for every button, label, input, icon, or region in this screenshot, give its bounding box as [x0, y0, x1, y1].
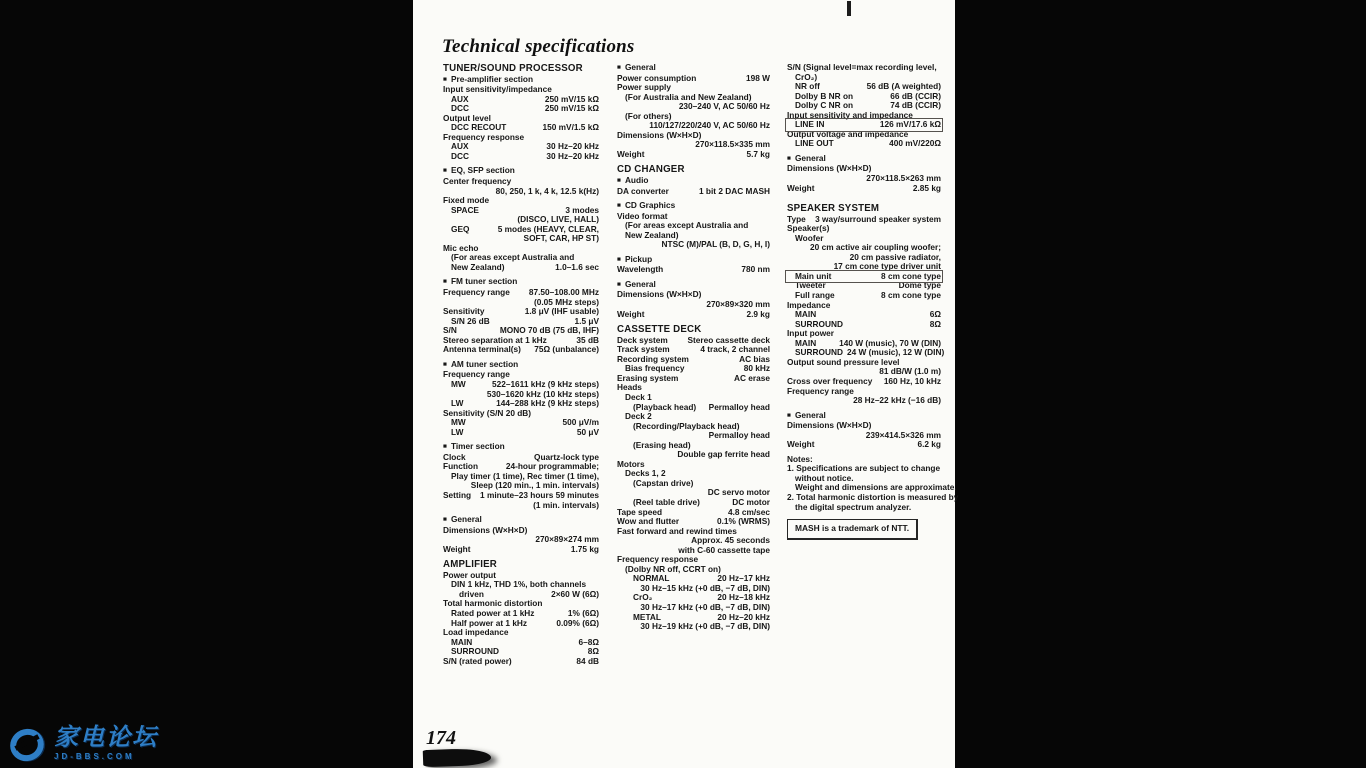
spec-value: 270×118.5×335 mm [695, 139, 770, 150]
spec-label: Dimensions (W×H×D) [787, 163, 872, 174]
spec-label: Stereo separation at 1 kHz [443, 334, 547, 345]
spec-label: MAIN [795, 337, 817, 348]
spec-row [443, 428, 599, 438]
spec-value: 110/127/220/240 V, AC 50/60 Hz [649, 120, 770, 131]
spec-label: NORMAL [633, 573, 670, 584]
subsection-heading [617, 176, 770, 187]
spec-label: AUX [451, 141, 469, 152]
spacer [787, 512, 941, 517]
spec-label: Fast forward and rewind times [617, 525, 737, 536]
spec-label: Dolby B NR on [795, 90, 854, 101]
spec-text: (Recording/Playback head) [633, 420, 740, 431]
spec-label: S/N (Signal level=max recording level, [787, 62, 937, 72]
subsection-label: General [624, 278, 656, 289]
square-bullet-icon: ■ [443, 516, 447, 524]
spec-label: Decks 1, 2 [625, 468, 666, 479]
spec-text: the digital spectrum analyzer. [795, 501, 912, 512]
spec-row [443, 345, 599, 355]
spec-value: 530–1620 kHz (10 kHz steps) [486, 388, 599, 399]
spec-label: Deck system [617, 334, 668, 345]
spec-label: Output voltage and impedance [787, 128, 909, 139]
spec-value: 30 Hz–20 kHz [546, 141, 599, 152]
spec-row [617, 265, 770, 275]
spec-label: SURROUND [451, 646, 499, 657]
spec-label: SURROUND [795, 347, 843, 358]
spec-label: Tape speed [617, 506, 663, 517]
spec-label: Track system [617, 344, 670, 355]
spec-label: Frequency range [443, 369, 510, 380]
spec-value: 24 W (music), 12 W (DIN) [846, 347, 945, 358]
spec-label: New Zealand) [451, 261, 505, 272]
spec-value: (DISCO, LIVE, HALL) [517, 214, 599, 225]
spec-value: Approx. 45 seconds [691, 535, 770, 546]
spec-label: MAIN [451, 636, 473, 647]
spec-value: 1 minute–23 hours 59 minutes [480, 489, 599, 500]
spec-label: MW [451, 378, 466, 389]
spec-text: (Dolby NR off, CCRT on) [625, 563, 721, 574]
spec-label: Weight [617, 148, 645, 159]
spec-value: 81 dB/W (1.0 m) [879, 366, 941, 377]
spec-label: Erasing system [617, 372, 679, 383]
spec-label: CrO₂ [633, 592, 653, 603]
spec-label: Dimensions (W×H×D) [617, 289, 702, 300]
square-bullet-icon: ■ [617, 202, 621, 210]
square-bullet-icon: ■ [443, 278, 447, 286]
spec-label: Fixed mode [443, 195, 490, 206]
spec-value: AC bias [739, 353, 770, 364]
spec-value: MONO 70 dB (75 dB, IHF) [499, 325, 599, 336]
page-title: Technical specifications [442, 36, 635, 57]
spec-value: 5.7 kg [746, 148, 770, 159]
spec-text: 2. Total harmonic distortion is measured by [787, 491, 959, 502]
spec-value: 75Ω (unbalance) [534, 344, 599, 355]
spec-value: 140 W (music), 70 W (DIN) [839, 337, 941, 348]
spec-label: Weight [617, 308, 645, 319]
subsection-label: FM tuner section [450, 276, 518, 287]
spec-value: 4 track, 2 channel [700, 344, 770, 355]
spec-value: 8 cm cone type [881, 290, 941, 301]
spec-value: 270×118.5×263 mm [866, 173, 941, 184]
spec-text: (Capstan drive) [633, 477, 694, 488]
watermark-text [54, 726, 158, 761]
subsection-label: EQ, SFP section [450, 165, 515, 176]
spec-text: (For areas except Australia and [451, 252, 575, 263]
spec-label: S/N [443, 325, 457, 336]
spec-label: Deck 1 [625, 391, 652, 402]
subsection-label: General [794, 152, 826, 163]
spec-value: 66 dB (CCIR) [890, 90, 941, 101]
spec-label: Type [787, 213, 806, 224]
spec-value: 56 dB (A weighted) [866, 81, 941, 92]
spec-text: Weight and dimensions are approximate. [795, 482, 957, 493]
square-bullet-icon: ■ [617, 177, 621, 185]
spec-column-3 [787, 62, 959, 540]
spec-label: Antenna terminal(s) [443, 344, 521, 355]
spec-value: Play timer (1 time), Rec timer (1 time), [450, 470, 599, 481]
square-bullet-icon: ■ [617, 255, 621, 263]
spec-value: 87.50–108.00 MHz [528, 287, 599, 298]
spec-label: Total harmonic distortion [443, 598, 543, 609]
spec-label: NR off [795, 81, 820, 92]
spec-label: Weight [787, 182, 815, 193]
section-heading: AMPLIFIER [443, 559, 498, 571]
spec-label: Notes: [787, 453, 813, 464]
spec-label: Sensitivity [443, 306, 485, 317]
spec-label: Speaker(s) [787, 223, 830, 234]
spec-value: 8Ω [929, 318, 941, 329]
spec-text: (For Australia and New Zealand) [625, 91, 752, 102]
spec-value: 270×89×320 mm [706, 299, 770, 310]
spec-label: Heads [617, 382, 642, 393]
watermark-url-label: JD-BBS.COM [54, 752, 135, 761]
spec-value: 74 dB (CCIR) [890, 100, 941, 111]
spec-text: without notice. [795, 472, 854, 483]
page-number: 174 [426, 727, 459, 752]
spec-text: (Erasing head) [633, 439, 691, 450]
spec-label: Full range [795, 290, 835, 301]
spec-label: Clock [443, 451, 466, 462]
spec-label: Weight [787, 439, 815, 450]
spec-value: 522–1611 kHz (9 kHz steps) [491, 378, 599, 389]
spec-value: 6–8Ω [578, 636, 599, 647]
spec-row [787, 440, 941, 450]
spec-value: 84 dB [576, 655, 599, 666]
spec-row [443, 657, 599, 667]
spec-value: 500 μV/m [562, 417, 599, 428]
spec-value: 30 Hz–17 kHz (+0 dB, −7 dB, DIN) [640, 601, 770, 612]
spec-label: MW [451, 417, 466, 428]
spec-value: 2.85 kg [912, 182, 941, 193]
spec-value: 198 W [746, 72, 770, 83]
subsection-label: General [624, 62, 656, 72]
spec-value: (1 min. intervals) [533, 499, 599, 510]
spec-value: 8 cm cone type [881, 270, 941, 281]
spec-label: Frequency response [617, 554, 699, 565]
watermark-cn-label: 家电论坛 [54, 724, 158, 751]
subsection-label: General [450, 514, 482, 525]
spec-label: Load impedance [443, 627, 509, 638]
spec-value: 30 Hz–20 kHz [546, 150, 599, 161]
spec-value: 35 dB [576, 334, 599, 345]
spec-label: Function [443, 461, 479, 472]
spec-label: LINE OUT [795, 138, 834, 149]
spec-value: DC servo motor [707, 487, 770, 498]
spec-text: DIN 1 kHz, THD 1%, both channels [451, 579, 587, 590]
spec-label: Rated power at 1 kHz [451, 607, 535, 618]
spec-label: driven [459, 588, 484, 599]
spec-label: Half power at 1 kHz [451, 617, 528, 628]
spec-value: 20 Hz–18 kHz [717, 592, 770, 603]
subsection-label: Pre-amplifier section [450, 73, 534, 84]
spec-value: 2×60 W (6Ω) [551, 588, 599, 599]
spec-label: Mic echo [443, 242, 479, 253]
spec-value: Sleep (120 min., 1 min. intervals) [470, 480, 599, 491]
spec-value: SOFT, CAR, HP ST) [523, 233, 599, 244]
section-heading: SPEAKER SYSTEM [787, 203, 880, 215]
spec-value: Double gap ferrite head [677, 449, 770, 460]
spec-label: Recording system [617, 353, 689, 364]
spec-label: Frequency range [443, 287, 510, 298]
spec-column-1 [443, 63, 599, 666]
spec-value: 230–240 V, AC 50/60 Hz [678, 101, 770, 112]
watermark-logo-icon [8, 726, 48, 762]
spec-value: 24-hour programmable; [505, 461, 599, 472]
spec-value: 1% (6Ω) [567, 607, 599, 618]
spec-value: 780 nm [741, 264, 770, 275]
spec-value: 6.2 kg [917, 439, 941, 450]
spec-text: 1. Specifications are subject to change [787, 463, 941, 474]
scanned-manual-page [413, 0, 959, 768]
square-bullet-icon: ■ [787, 154, 791, 162]
spec-label: SPACE [451, 204, 479, 215]
spec-value: 1 bit 2 DAC MASH [699, 185, 770, 196]
spec-column-2 [617, 63, 770, 632]
spec-label: Input power [787, 328, 835, 339]
spec-value: 30 Hz–19 kHz (+0 dB, −7 dB, DIN) [640, 621, 770, 632]
spec-value: 4.8 cm/sec [728, 506, 770, 517]
spec-label: SURROUND [795, 318, 843, 329]
square-bullet-icon: ■ [443, 75, 447, 83]
spec-label: Tweeter [795, 280, 826, 291]
spec-label: Output sound pressure level [787, 356, 900, 367]
spec-value: 1.0–1.6 sec [555, 261, 599, 272]
spec-label: DA converter [617, 185, 669, 196]
spec-value: Quartz-lock type [533, 451, 599, 462]
spec-value: 80, 250, 1 k, 4 k, 12.5 k(Hz) [495, 185, 599, 196]
spec-text: (For areas except Australia and [625, 220, 749, 231]
spec-label: Weight [443, 543, 471, 554]
square-bullet-icon: ■ [443, 360, 447, 368]
subsection-label: CD Graphics [624, 200, 676, 211]
spec-row [787, 139, 941, 149]
spec-label: Frequency response [443, 131, 525, 142]
spec-value: Stereo cassette deck [687, 334, 770, 345]
spec-label: Woofer [795, 232, 824, 243]
spec-label: Dimensions (W×H×D) [787, 420, 872, 431]
spec-label: DCC [451, 150, 469, 161]
spec-value: 20 Hz–17 kHz [717, 573, 770, 584]
spec-label: Impedance [787, 299, 831, 310]
spec-label: LINE IN [795, 119, 825, 130]
spec-label: Dimensions (W×H×D) [443, 524, 528, 535]
spec-value: 1.8 μV (IHF usable) [524, 306, 599, 317]
spec-label: Input sensitivity and impedance [787, 109, 913, 120]
spec-text: (For others) [625, 110, 672, 121]
spec-value: 20 Hz–20 kHz [717, 611, 770, 622]
spec-value: 160 Hz, 10 kHz [883, 375, 941, 386]
spec-value: NTSC (M)/PAL (B, D, G, H, I) [661, 239, 770, 250]
spec-value: 250 mV/15 kΩ [544, 103, 599, 114]
spec-value: 80 kHz [743, 363, 770, 374]
ink-smudge [423, 748, 492, 767]
square-bullet-icon: ■ [443, 443, 447, 451]
spec-value: 239×414.5×326 mm [865, 429, 941, 440]
spec-row [617, 187, 770, 197]
spec-text: New Zealand) [625, 229, 679, 240]
spec-value: 3 modes [565, 204, 599, 215]
spec-value: 28 Hz–22 kHz (−16 dB) [853, 395, 941, 406]
spec-value: 0.1% (WRMS) [716, 516, 770, 527]
spec-label: METAL [633, 611, 661, 622]
spec-label: Wavelength [617, 264, 664, 275]
subsection-label: Pickup [624, 253, 653, 264]
section-heading: TUNER/SOUND PROCESSOR [443, 63, 583, 74]
spec-label: Dolby C NR on [795, 100, 854, 111]
spec-row [443, 263, 599, 273]
spec-value: 20 cm active air coupling woofer; [810, 242, 941, 253]
square-bullet-icon: ■ [787, 411, 791, 419]
spec-value: 3 way/surround speaker system [815, 213, 941, 224]
spec-value: with C-60 cassette tape [678, 544, 770, 555]
spec-row [443, 418, 599, 428]
spec-label: Motors [617, 458, 645, 469]
spec-row [443, 545, 599, 555]
spec-value: 50 μV [576, 426, 599, 437]
spec-label: Bias frequency [625, 363, 685, 374]
spec-label: Power output [443, 569, 497, 580]
spec-value: Dome type [898, 280, 941, 291]
spec-text: CrO₂) [795, 71, 818, 82]
spec-label: Sensitivity (S/N 20 dB) [443, 407, 532, 418]
watermark [8, 726, 158, 762]
spec-value: AC erase [734, 372, 770, 383]
spec-label: AUX [451, 93, 469, 104]
spec-value: 0.09% (6Ω) [556, 617, 599, 628]
spec-label: DCC [451, 103, 469, 114]
spec-label: Video format [617, 210, 668, 221]
subsection-label: Audio [624, 175, 649, 186]
spec-value: 1.5 μV [574, 315, 599, 326]
spec-value: 8Ω [587, 646, 599, 657]
spec-label: S/N 26 dB [451, 315, 490, 326]
scan-noise [810, 0, 938, 9]
spec-value: 20 cm passive radiator, [849, 251, 941, 262]
spec-value: DC motor [732, 496, 770, 507]
square-bullet-icon: ■ [617, 280, 621, 288]
spec-label: Power supply [617, 82, 671, 93]
scan-artifact [847, 1, 851, 16]
spec-label: Setting [443, 489, 472, 500]
spec-label: (Reel table drive) [633, 496, 700, 507]
spec-label: MAIN [795, 309, 817, 320]
spec-value: 5 modes (HEAVY, CLEAR, [497, 223, 599, 234]
spec-label: (Playback head) [633, 401, 697, 412]
subsection-label: AM tuner section [450, 358, 519, 369]
spec-label: Center frequency [443, 176, 512, 187]
spec-label: Dimensions (W×H×D) [617, 129, 702, 140]
spec-value: 400 mV/220Ω [889, 138, 941, 149]
subsection-heading [617, 63, 770, 74]
spec-value: 1.75 kg [570, 543, 599, 554]
spec-row [443, 152, 599, 162]
section-heading: CD CHANGER [617, 164, 685, 176]
spec-label: Input sensitivity/impedance [443, 84, 552, 95]
square-bullet-icon: ■ [617, 64, 621, 71]
spec-label: Power consumption [617, 72, 697, 83]
spec-label: Cross over frequency [787, 375, 873, 386]
spec-value: 270×89×274 mm [535, 534, 599, 545]
spec-row [617, 150, 770, 160]
spec-value: 6Ω [929, 309, 941, 320]
spec-row [617, 310, 770, 320]
spec-label: LW [451, 426, 464, 437]
trademark-box: MASH is a trademark of NTT. [787, 519, 918, 540]
spec-value: Permalloy head [708, 401, 770, 412]
spec-label: S/N (rated power) [443, 655, 512, 666]
spec-value: 144–288 kHz (9 kHz steps) [496, 398, 599, 409]
spec-value: 2.9 kg [746, 308, 770, 319]
spec-value: 17 cm cone type driver unit [833, 261, 941, 272]
spec-label: Frequency range [787, 385, 854, 396]
spec-value: 30 Hz–15 kHz (+0 dB, −7 dB, DIN) [640, 582, 770, 593]
spec-value: Permalloy head [708, 430, 770, 441]
spec-label: GEQ [451, 223, 470, 234]
spec-label: DCC RECOUT [451, 122, 507, 133]
subsection-label: Timer section [450, 441, 505, 452]
subsection-label: General [794, 409, 826, 420]
spec-label: Output level [443, 112, 491, 123]
spec-label: Wow and flutter [617, 516, 680, 527]
spec-value: (0.05 MHz steps) [533, 296, 599, 307]
section-heading: CASSETTE DECK [617, 324, 702, 336]
spec-value: 250 mV/15 kΩ [544, 93, 599, 104]
spec-label: LW [451, 398, 464, 409]
spec-label: Deck 2 [625, 411, 652, 422]
spec-value: 150 mV/1.5 kΩ [542, 122, 599, 133]
spec-row [787, 184, 941, 194]
spec-label: Main unit [795, 270, 832, 281]
square-bullet-icon: ■ [443, 167, 447, 175]
spec-value: 126 mV/17.6 kΩ [879, 119, 941, 130]
